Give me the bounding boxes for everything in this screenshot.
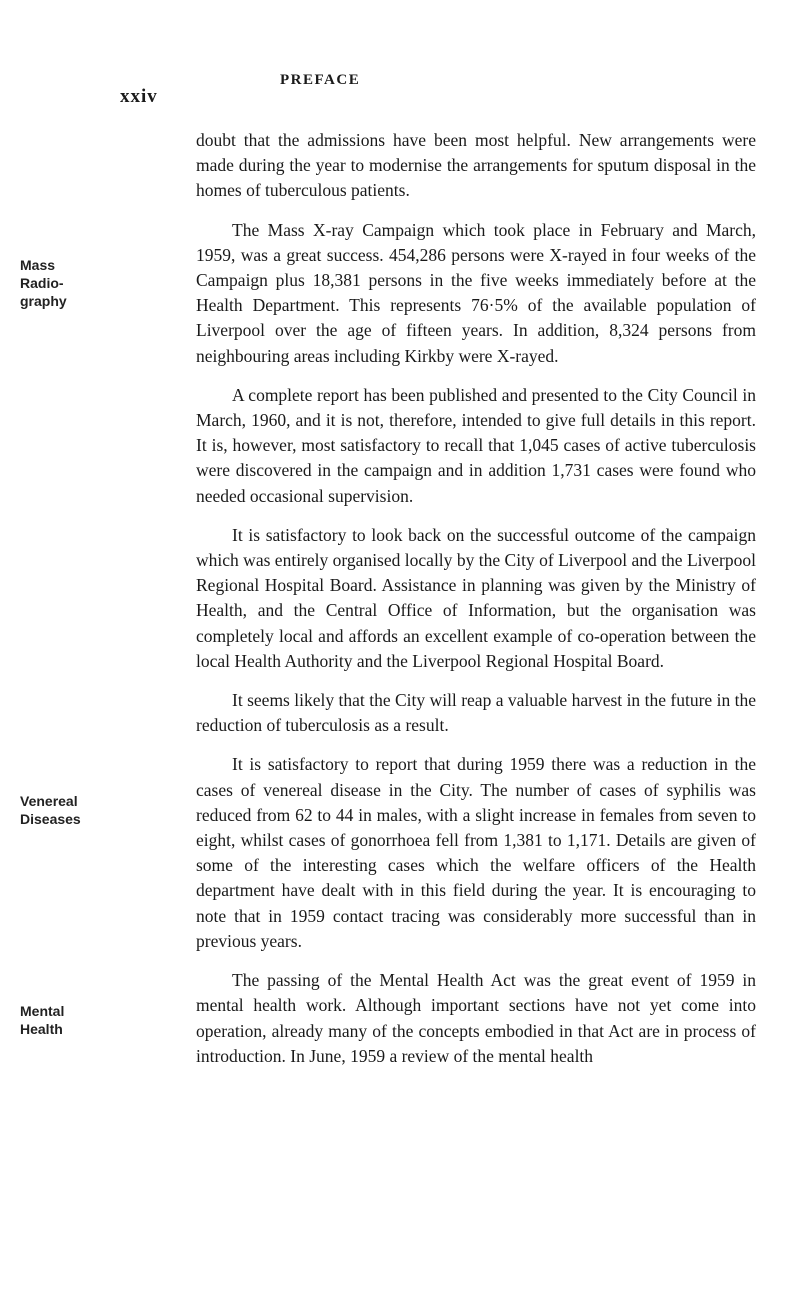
sidenote-line: Health bbox=[20, 1021, 63, 1037]
paragraph-sputum-disposal: doubt that the admissions have been most helpful. New arrangements were made during the year to modernise the arrangements for sputum disposal in the homes of tuberculous patients. bbox=[196, 130, 756, 201]
sidenote-mass-radiography bbox=[20, 256, 100, 310]
paragraph-mental-health: The passing of the Mental Health Act was the great event of 1959 in mental health work. Although important sections have not yet come into operation, already many of the concepts embodied in that Act are in process of introduction. In June, 1959 a review of the mental health bbox=[196, 970, 756, 1066]
sidenote-line: Mass bbox=[20, 257, 56, 273]
paragraph-mass-xray-campaign: The Mass X-ray Campaign which took place in February and March, 1959, was a great success. 454,286 persons were X-rayed in four weeks of the Campaign plus 18,381 persons in the five weeks immediately before at the Health Department. This represents 76·5% of the available population of Liverpool over the age of fifteen years. In addition, 8,324 persons from neighbouring areas including Kirkby were X-rayed. bbox=[196, 219, 756, 366]
sidenote-line: Radio- bbox=[20, 275, 64, 291]
paragraph-harvest: It seems likely that the City will reap a valuable harvest in the future in the reduction of tuberculosis as a result. bbox=[196, 690, 756, 736]
sidenote-line: Venereal bbox=[20, 793, 78, 809]
sidenote-venereal-diseases bbox=[20, 792, 100, 828]
sidenote-mental-health bbox=[20, 1002, 100, 1038]
running-head: PREFACE bbox=[280, 72, 361, 88]
paragraph-complete-report: A complete report has been published and presented to the City Council in March, 1960, and it is not, therefore, intended to give full details in this report. It is, however, most satisfactory to recall that 1,045 cases of active tuberculosis were discovered in the campaign and in addition 1,731 cases were found who needed occasional supervision. bbox=[196, 384, 756, 506]
paragraph-campaign-outcome: It is satisfactory to look back on the successful outcome of the campaign which was entirely organised locally by the City of Liverpool and the Liverpool Regional Hospital Board. Assistance in planning was given by the Ministry of Health, and the Central Office of Information, but the organisation was completely local and affords an excellent example of co-operation between the local Health Authority and the Liverpool Regional Hospital Board. bbox=[196, 524, 756, 671]
sidenote-line: Mental bbox=[20, 1003, 65, 1019]
sidenote-line: Diseases bbox=[20, 811, 81, 827]
page-number: xxiv bbox=[120, 86, 158, 107]
sidenote-line: graphy bbox=[20, 293, 67, 309]
paragraph-venereal-disease: It is satisfactory to report that during 1959 there was a reduction in the cases of venereal disease in the City. The number of cases of syphilis was reduced from 62 to 44 in males, with a slight increase in females from seven to eight, whilst cases of gonorrhoea fell from 1,381 to 1,171. Details are given of some of the interesting cases which the welfare officers of the Health department have dealt with in this field during the year. It is encouraging to note that in 1959 contact tracing was considerably more successful than in previous years. bbox=[196, 754, 756, 951]
body-text bbox=[196, 128, 756, 1083]
